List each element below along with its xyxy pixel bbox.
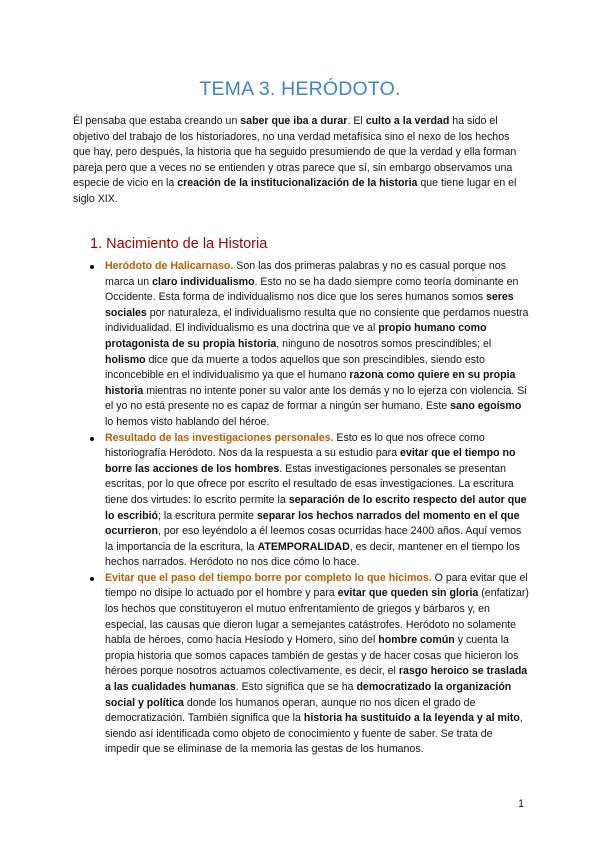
bullet-emphasis: separación de lo escrito respecto del autor que lo escribió (105, 493, 527, 522)
bullet-emphasis: evitar que queden sin gloria (337, 587, 479, 600)
intro-text: ha sido el objetivo del trabajo de los historiadores, no una verdad metafísica sino el nexo de los hechos que hay, pero después, la historia que ha seguido presumiendo de que la verdad y ella forman pareja pero que a veces no se entienden y otras parece que sí, sin embargo observamos una especie de vicio en la (73, 115, 517, 190)
intro-text: que tiene lugar en el siglo XIX. (73, 177, 517, 205)
bullet-text: y cuenta la propia historia que somos capaces también de gestas y de hacer cosas que hicieron los héroes porque nosotros actuamos colectivamente, es decir, el (105, 634, 519, 678)
bullet-emphasis: hombre común (378, 634, 455, 647)
bullet-text: , siendo así identificada como objeto de conocimiento y fuente de saber. Se trata de impedir que se eliminase de la memoria las gestas de los humanos. (105, 712, 523, 756)
bullet-text: , es decir, mantener en el tiempo los hechos narrados. Heródoto no nos dice cómo lo hace. (105, 540, 520, 569)
bullet-text: (enfatizar) los hechos que constituyeron el mutuo enfrentamiento de griegos y bárbaros y, en especial, las causas que dieron lugar a semejantes catástrofes. Heródoto no solamente habla de héroes, como hacía Hesíodo y Homero, sino del (105, 587, 529, 647)
bullet-icon (90, 265, 94, 269)
bullet-text: ; la escritura permite (157, 509, 257, 522)
bullet-text: Son las dos primeras palabras y no es casual porque nos marca un (105, 260, 506, 288)
bullet-text: O para evitar que el tiempo no disipe lo actuado por el hombre y para (105, 571, 528, 600)
bullet-lead: Evitar que el paso del tiempo borre por completo lo que hicimos. (105, 571, 432, 584)
bullet-emphasis: democratizado la organización social y política (105, 681, 512, 709)
bullet-lead: Resultado de las investigaciones personales. (105, 431, 334, 444)
list-item (89, 571, 529, 758)
intro-emphasis: creación de la institucionalización de la historia (177, 177, 418, 190)
bullet-icon (90, 577, 94, 581)
bullet-emphasis: ATEMPORALIDAD (257, 540, 350, 553)
bullet-emphasis: historia ha sustituido a la leyenda y al mito (303, 712, 520, 725)
bullet-text: . Esto no se ha dado siempre como teoría dominante en Occidente. Esta forma de individualismo nos dice que los seres humanos somos (105, 275, 519, 304)
bullet-text: dice que da muerte a todos aquellos que son prescindibles, siendo esto inconcebible en el individualismo ya que el humano (105, 353, 485, 382)
bullet-emphasis: seres sociales (105, 291, 514, 319)
bullet-text: lo hemos visto hablando del héroe. (105, 415, 270, 428)
list-item (89, 259, 529, 431)
bullet-emphasis: rasgo heroico se traslada a las cualidades humanas (105, 665, 528, 694)
bullet-text: por naturaleza, el individualismo resulta que no consiente que perdamos nuestra individualidad. El individualismo es una doctrina que ve al (105, 306, 529, 335)
intro-text: . El (347, 115, 366, 127)
section-heading: 1. Nacimiento de la Historia (90, 236, 268, 252)
bullet-emphasis: claro individualismo (152, 275, 255, 288)
bullet-emphasis: evitar que el tiempo no borre las acciones de los hombres (105, 447, 516, 475)
bullet-text: , por eso leyéndolo a él leemos cosas ocurridas hace 2400 años. Aquí vemos la importancia de la escritura, la (105, 525, 522, 553)
bullet-emphasis: sano egoísmo (450, 400, 522, 413)
bullet-lead: Heródoto de Halicarnaso. (105, 260, 234, 272)
document-title: TEMA 3. HERÓDOTO. (199, 78, 401, 100)
bullet-emphasis: propio humano como protagonista de su propia historia (105, 322, 487, 350)
bullet-text: . Esto significa que se ha (235, 681, 357, 694)
intro-text: Él pensaba que estaba creando un (73, 115, 241, 127)
bullet-text: Esto es lo que nos ofrece como historiografía Heródoto. Nos da la respuesta a su estudio para (105, 431, 485, 460)
bullet-text: . Estas investigaciones personales se presentan escritas, por lo que ofrece por escrito el resultado de esas investigaciones. La escritura tiene dos virtudes: lo escrito permite la (105, 462, 514, 506)
intro-emphasis: saber que iba a durar (240, 115, 348, 127)
intro-emphasis: culto a la verdad (365, 115, 450, 127)
bullet-emphasis: separar los hechos narrados del momento en el que ocurrieron (105, 509, 520, 538)
bullet-list (89, 259, 529, 758)
bullet-icon (90, 437, 94, 441)
bullet-emphasis: holismo (105, 353, 146, 366)
intro-paragraph (73, 114, 529, 208)
bullet-emphasis: razona como quiere en su propia historia (105, 369, 516, 397)
bullet-text: , ninguno de nosotros somos prescindibles; el (276, 337, 492, 350)
page-number: 1 (518, 798, 524, 810)
bullet-text: donde los humanos operan, aunque no nos dicen el grado de democratización. También significa que la (105, 696, 476, 725)
list-item (89, 431, 529, 571)
bullet-text: mientras no intente poner su valor ante los demás y no lo ejerza con violencia. Si el yo no está presente no es capaz de formar a ningún ser humano. Este (105, 384, 527, 413)
